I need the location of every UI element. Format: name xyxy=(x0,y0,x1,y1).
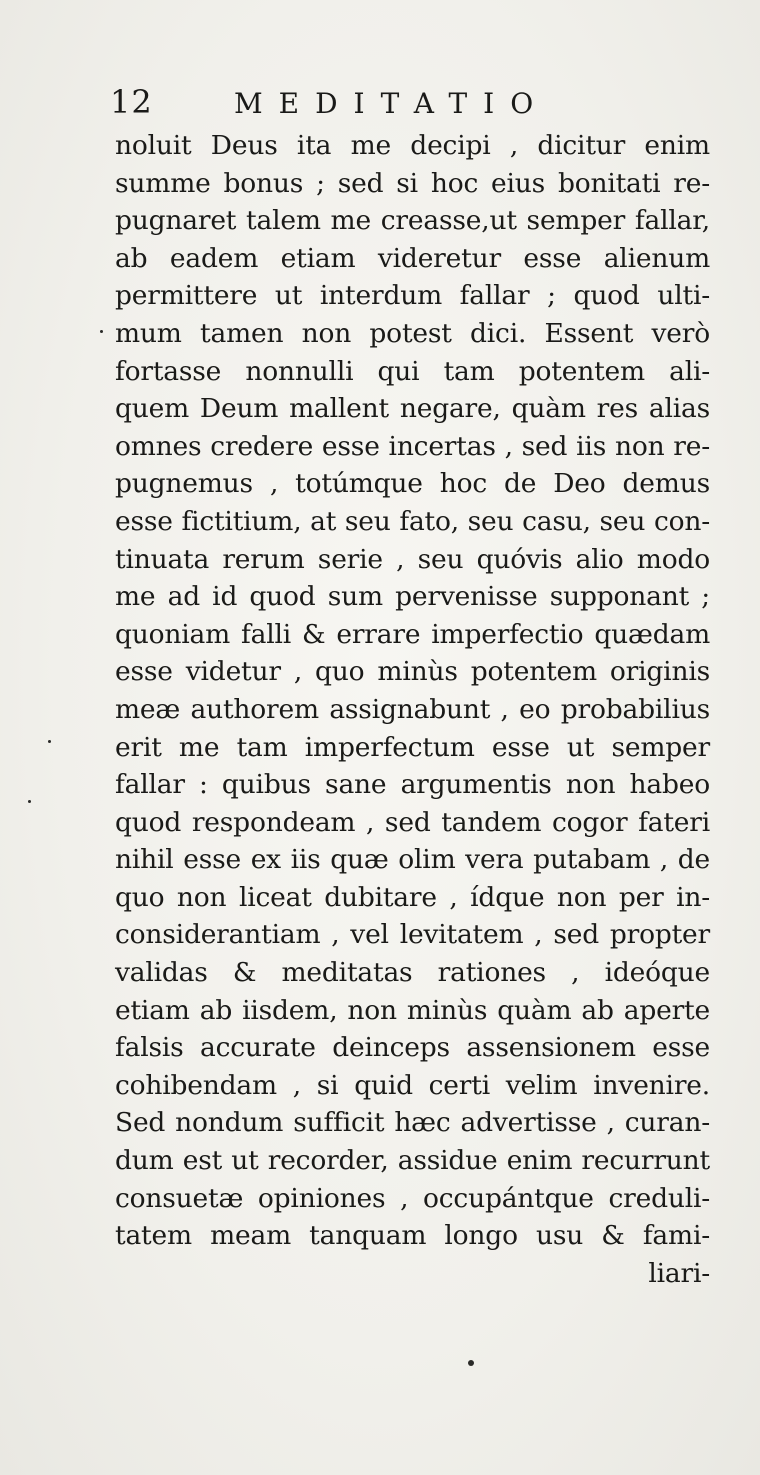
text-line: tinuata rerum serie , seu quóvis alio modo xyxy=(115,543,710,575)
text-line: pugnaret talem me creasse,ut semper fallar, xyxy=(115,205,710,237)
text-line: validas & meditatas rationes , ideóque xyxy=(115,957,710,989)
text-line: summe bonus ; sed si hoc eius bonitati re- xyxy=(115,167,710,199)
text-line: quod respondeam , sed tandem cogor fateri xyxy=(115,806,710,838)
ink-speck xyxy=(48,740,51,743)
ink-speck xyxy=(28,800,31,803)
text-line: fortasse nonnulli qui tam potentem ali- xyxy=(115,355,710,387)
running-title: MEDITATIO xyxy=(234,87,550,120)
text-line: pugnemus , totúmque hoc de Deo demus xyxy=(115,468,710,500)
text-line: esse fictitium, at seu fato, seu casu, seu con- xyxy=(115,505,710,537)
text-line: quem Deum mallent negare, quàm res alias xyxy=(115,393,710,425)
text-line: tatem meam tanquam longo usu & fami- xyxy=(115,1220,710,1252)
text-line: omnes credere esse incertas , sed iis non re- xyxy=(115,430,710,462)
text-line: erit me tam imperfectum esse ut semper xyxy=(115,731,710,763)
text-line: quo non liceat dubitare , ídque non per in- xyxy=(115,881,710,913)
page-header xyxy=(110,78,670,128)
text-line: meæ authorem assignabunt , eo probabilius xyxy=(115,693,710,725)
text-line: cohibendam , si quid certi velim invenire. xyxy=(115,1069,710,1101)
text-line: Sed nondum sufficit hæc advertisse , curan- xyxy=(115,1107,710,1139)
ink-speck xyxy=(100,330,103,333)
page-number: 12 xyxy=(110,83,153,121)
text-line: mum tamen non potest dici. Essent verò xyxy=(115,317,710,349)
text-line: fallar : quibus sane argumentis non habeo xyxy=(115,769,710,801)
text-line: consuetæ opiniones , occupántque creduli- xyxy=(115,1182,710,1214)
text-line: etiam ab iisdem, non minùs quàm ab aperte xyxy=(115,994,710,1026)
text-line: permittere ut interdum fallar ; quod ulti- xyxy=(115,280,710,312)
text-line: nihil esse ex iis quæ olim vera putabam , de xyxy=(115,844,710,876)
text-line: falsis accurate deinceps assensionem esse xyxy=(115,1032,710,1064)
catchword: liari- xyxy=(648,1257,710,1289)
ink-speck xyxy=(468,1360,474,1366)
text-line: ab eadem etiam videretur esse alienum xyxy=(115,242,710,274)
text-line: dum est ut recorder, assidue enim recurrunt xyxy=(115,1145,710,1177)
body-text xyxy=(115,127,710,1292)
text-line: quoniam falli & errare imperfectio quædam xyxy=(115,618,710,650)
text-line: considerantiam , vel levitatem , sed propter xyxy=(115,919,710,951)
text-line: noluit Deus ita me decipi , dicitur enim xyxy=(115,130,710,161)
text-line: esse videtur , quo minùs potentem originis xyxy=(115,656,710,688)
text-line: me ad id quod sum pervenisse supponant ; xyxy=(115,581,710,613)
